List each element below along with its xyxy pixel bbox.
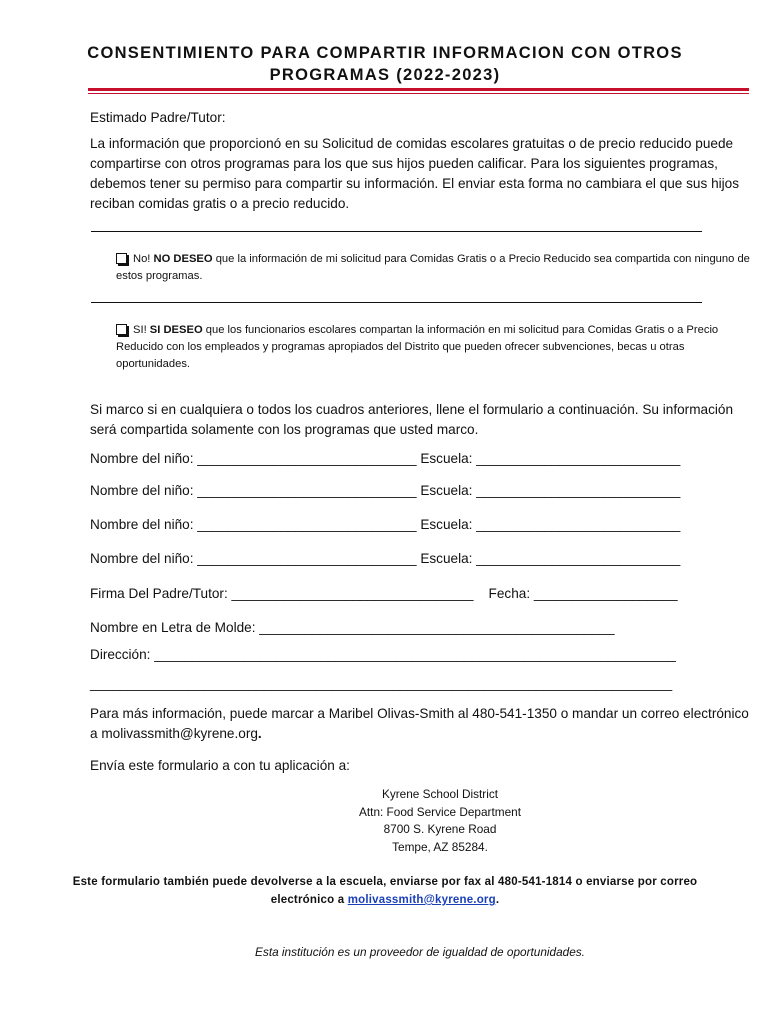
title-divider <box>88 88 749 91</box>
page-title <box>60 42 710 86</box>
return-note-suffix: . <box>495 894 500 906</box>
option-no <box>116 251 750 285</box>
title-line-1: CONSENTIMIENTO PARA COMPARTIR INFORMACION CON OTROS <box>87 44 683 62</box>
address-row-2[interactable]: _____________________________________________________________________________ <box>90 676 673 691</box>
title-line-2: PROGRAMAS (2022-2023) <box>269 66 501 84</box>
more-info-paragraph <box>90 704 750 744</box>
more-info-end: . <box>257 726 262 741</box>
option-no-checkbox[interactable] <box>116 253 127 264</box>
email-link[interactable]: molivassmith@kyrene.org <box>347 894 496 906</box>
instructions-paragraph: Si marco si en cualquiera o todos los cuadros anteriores, llene el formulario a continuación. Su información será compartida solamente con los programas que usted marco. <box>90 402 734 437</box>
child-row-3[interactable]: Nombre del niño: _____________________________ Escuela: ___________________________ <box>90 517 681 532</box>
child-row-1[interactable]: Nombre del niño: _____________________________ Escuela: ___________________________ <box>90 451 681 466</box>
signature-row[interactable]: Firma Del Padre/Tutor: ________________________________ Fecha: ___________________ <box>90 586 678 601</box>
address-line-1: Kyrene School District <box>381 787 499 801</box>
child-row-4[interactable]: Nombre del niño: _____________________________ Escuela: ___________________________ <box>90 551 681 566</box>
address-line-2: Attn: Food Service Department <box>359 804 521 819</box>
return-note-line-2 <box>40 891 730 909</box>
title-divider-thin <box>88 93 749 94</box>
option-yes-text: que los funcionarios escolares compartan la información en mi solicitud para Comidas Gratis o a Precio Reducido con los empleados y programas apropiados del Distrito que pueden ofrecer subvenciones, becas u otras oportunidades. <box>116 324 719 370</box>
option-yes-checkbox[interactable] <box>116 324 127 335</box>
option-no-bold: NO DESEO <box>153 253 213 265</box>
return-note-line-1: Este formulario también puede devolverse a la escuela, enviarse por fax al 480-541-1814 o enviarse por correo <box>72 876 698 888</box>
option-yes-bold: SI DESEO <box>149 324 203 336</box>
footer-statement: Esta institución es un proveedor de igualdad de oportunidades. <box>255 945 585 959</box>
separator-line <box>91 302 702 303</box>
separator-line <box>91 231 702 232</box>
send-to-text: Envía este formulario a con tu aplicación a: <box>90 758 350 773</box>
address-line-3: 8700 S. Kyrene Road <box>383 822 497 836</box>
intro-paragraph: La información que proporcionó en su Solicitud de comidas escolares gratuitas o de precio reducido puede compartirse con otros programas para los que sus hijos pueden calificar. Para los siguientes programas, debemos tener su permiso para compartir su información. El enviar esta forma no cambiara el que sus hijos reciban comidas gratis o a precio reducido. <box>90 136 740 211</box>
address-row[interactable]: Dirección: _____________________________________________________________________ <box>90 647 676 662</box>
child-row-2[interactable]: Nombre del niño: _____________________________ Escuela: ___________________________ <box>90 483 681 498</box>
print-name-row[interactable]: Nombre en Letra de Molde: _______________________________________________ <box>90 620 615 635</box>
option-no-prefix: No! <box>133 253 151 265</box>
more-info-text: Para más información, puede marcar a Maribel Olivas-Smith al 480-541-1350 o mandar un correo electrónico a molivassmith@kyrene.org <box>90 706 749 741</box>
greeting: Estimado Padre/Tutor: <box>90 110 226 125</box>
address-line-4: Tempe, AZ 85284. <box>392 839 488 854</box>
option-yes <box>116 322 750 373</box>
return-note <box>40 873 730 909</box>
option-no-text: que la información de mi solicitud para Comidas Gratis o a Precio Reducido sea compartida con ninguno de estos programas. <box>116 253 750 282</box>
mailing-address <box>200 786 680 856</box>
option-yes-prefix: SI! <box>133 324 147 336</box>
return-note-prefix: electrónico a <box>270 894 348 906</box>
